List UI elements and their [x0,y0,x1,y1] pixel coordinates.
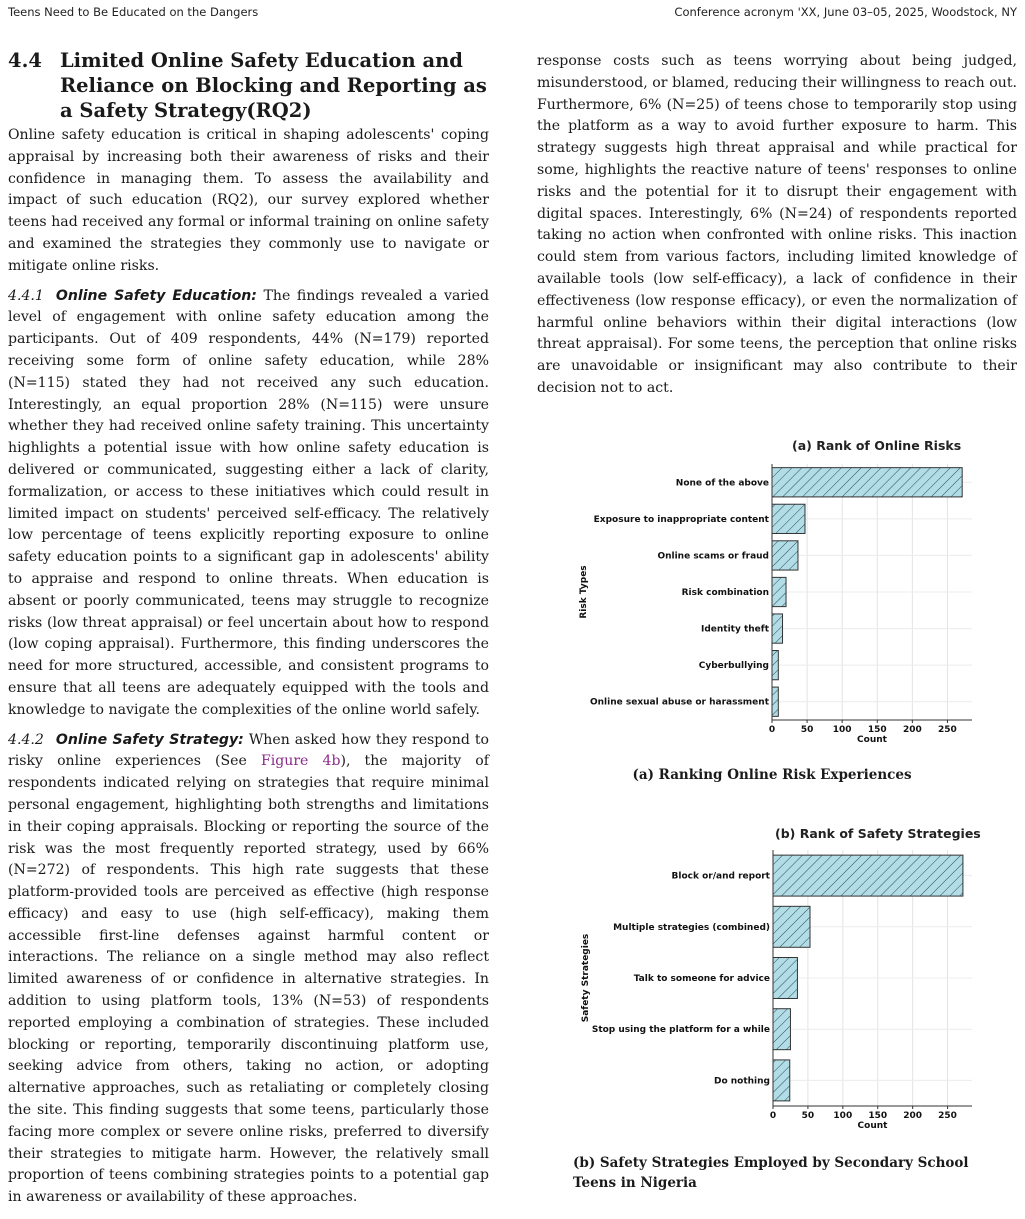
chart-safety-strategies [570,820,990,1145]
subsection-text-part2: ), the majority of respondents indicated relying on strategies that require minimal personal engagement, highlighting both strengths and limitations in their coping appraisals. Blocking or reporting the source of the risk was the most frequently reported strategy, used by 66% (N=272) of respondents. This high rate suggests that these platform-provided tools are perceived as effective (high response efficacy) and easy to use (high self-efficacy), making them accessible first-line defenses against harmful content or interactions. The reliance on a single method may also reflect limited awareness of or confidence in alternative strategies. In addition to using platform tools, 13% (N=53) of respondents reported employing a combination of strategies. These included blocking or reporting, temporarily discontinuing platform use, seeking advice from others, taking no action, or adopting alternative approaches, such as retaliating or completely closing the site. This finding suggests that some teens, particularly those facing more complex or severe online risks, preferred to diversify their strategies to mitigate harm. However, the relatively small proportion of teens combining strategies points to a potential gap in awareness or availability of these approaches. [8,753,489,1206]
running-header-right: Conference acronym 'XX, June 03–05, 2025, Woodstock, NY [674,5,1017,19]
x-tick-label: 150 [868,1111,888,1121]
x-tick-label: 0 [768,725,776,735]
bar [772,541,798,570]
x-tick-label: 200 [902,725,922,735]
category-label: Cyberbullying [698,661,769,672]
x-tick-label: 250 [938,725,957,735]
figure-a-risk-ranking [570,432,990,757]
figure-4b-link[interactable]: Figure 4b [260,753,341,770]
figure-b-safety-strategies [570,820,990,1145]
left-column [8,48,489,1209]
x-tick-label: 200 [903,1111,923,1121]
category-label: Online scams or fraud [657,551,769,562]
running-header-left: Teens Need to Be Educated on the Dangers [8,5,259,19]
x-tick-label: 100 [833,1111,853,1121]
section-heading [8,48,489,123]
x-tick-label: 250 [938,1111,957,1121]
section-title: Limited Online Safety Education and Reliance on Blocking and Reporting as a Safety Strategy(RQ2) [59,49,487,122]
x-axis-label: Count [857,1121,888,1131]
right-column-text: response costs such as teens worrying about being judged, misunderstood, or blamed, reducing their willingness to reach out. Furthermore, 6% (N=25) of teens chose to temporarily stop using the platform as a way to avoid further exposure to harm. This strategy suggests high threat appraisal and while practical for some, highlights the reactive nature of teens' responses to online risks and the potential for it to disrupt their engagement with digital spaces. Interestingly, 6% (N=24) of respondents reported taking no action when confronted with online risks. This inaction could stem from various factors, including limited knowledge of available tools (low self-efficacy), a lack of confidence in their effectiveness (low response efficacy), or even the normalization of harmful online behaviors within their digital interactions (low threat appraisal). For some teens, the perception that online risks are unavoidable or insignificant may also contribute to their decision not to act. [537,53,1017,396]
bar [772,614,783,643]
subsection-title: Online Safety Strategy: [55,731,244,748]
x-tick-label: 50 [801,1111,815,1121]
x-tick-label: 50 [800,725,814,735]
x-tick-label: 0 [769,1111,777,1121]
subsection-text: The findings revealed a varied level of engagement with online safety education among the participants. Out of 409 respondents, 44% (N=179) reported receiving some form of online safety education, while 28% (N=115) stated they had not received any such education. Interestingly, an equal proportion 28% (N=115) were unsure whether they had received online safety training. This uncertainty highlights a potential issue with how online safety education is delivered or communicated, suggesting either a lack of clarity, formalization, or access to these initiatives which could result in limited impact on students' perceived self-efficacy. The relatively low percentage of teens explicitly reporting exposure to online safety education points to a significant gap in adolescents' ability to appraise and respond to online threats. When education is absent or poorly communicated, teens may struggle to recognize risks (low threat appraisal) or feel uncertain about how to respond (low coping appraisal). Furthermore, this finding underscores the need for more structured, accessible, and consistent programs to ensure that all teens are adequately equipped with the tools and knowledge to navigate the complexities of the online world safely. [8,287,489,718]
category-label: None of the above [675,478,769,489]
subsection-online-safety-strategy [8,730,489,1210]
subsection-text-part1: When asked how they respond to risky online experiences (See [8,731,490,770]
bar [772,468,962,497]
section-number: 4.4 [8,49,42,72]
bar [772,687,778,716]
x-tick-label: 100 [832,725,852,735]
bar [772,651,778,680]
chart-title: (b) Rank of Safety Strategies [775,826,981,841]
category-label: Do nothing [713,1076,770,1087]
subsection-online-safety-education [8,286,489,722]
subsection-title: Online Safety Education: [55,287,257,304]
category-label: Talk to someone for advice [633,974,770,984]
right-column [537,51,1017,400]
subsection-number: 4.4.2 [8,731,44,748]
y-axis-label: Safety Strategies [581,933,591,1023]
y-axis-label: Risk Types [579,565,589,619]
figure-a-caption: (a) Ranking Online Risk Experiences [632,767,912,783]
bar [773,958,797,999]
figure-b-caption: (b) Safety Strategies Employed by Secondary School Teens in Nigeria [573,1155,969,1191]
bar [773,1009,790,1050]
x-tick-label: 150 [867,725,887,735]
bar [773,906,810,947]
category-label: Online sexual abuse or harassment [589,697,769,708]
chart-title: (a) Rank of Online Risks [792,438,962,453]
bar [773,855,963,896]
category-label: Multiple strategies (combined) [613,922,770,933]
bar [773,1060,790,1101]
subsection-number: 4.4.1 [8,287,44,304]
category-label: Block or/and report [671,871,770,882]
chart-online-risks [570,432,990,757]
category-label: Stop using the platform for a while [591,1025,770,1036]
category-label: Risk combination [681,588,769,598]
bar [772,504,805,533]
section-intro: Online safety education is critical in shaping adolescents' coping appraisal by increasing both their awareness of risks and their confidence in managing them. To assess the availability and impact of such education (RQ2), our survey explored whether teens had received any formal or informal training on online safety and examined the strategies they commonly use to navigate or mitigate online risks. [8,127,489,274]
category-label: Exposure to inappropriate content [593,514,769,525]
bar [772,577,786,606]
category-label: Identity theft [700,624,769,635]
x-axis-label: Count [857,735,887,745]
